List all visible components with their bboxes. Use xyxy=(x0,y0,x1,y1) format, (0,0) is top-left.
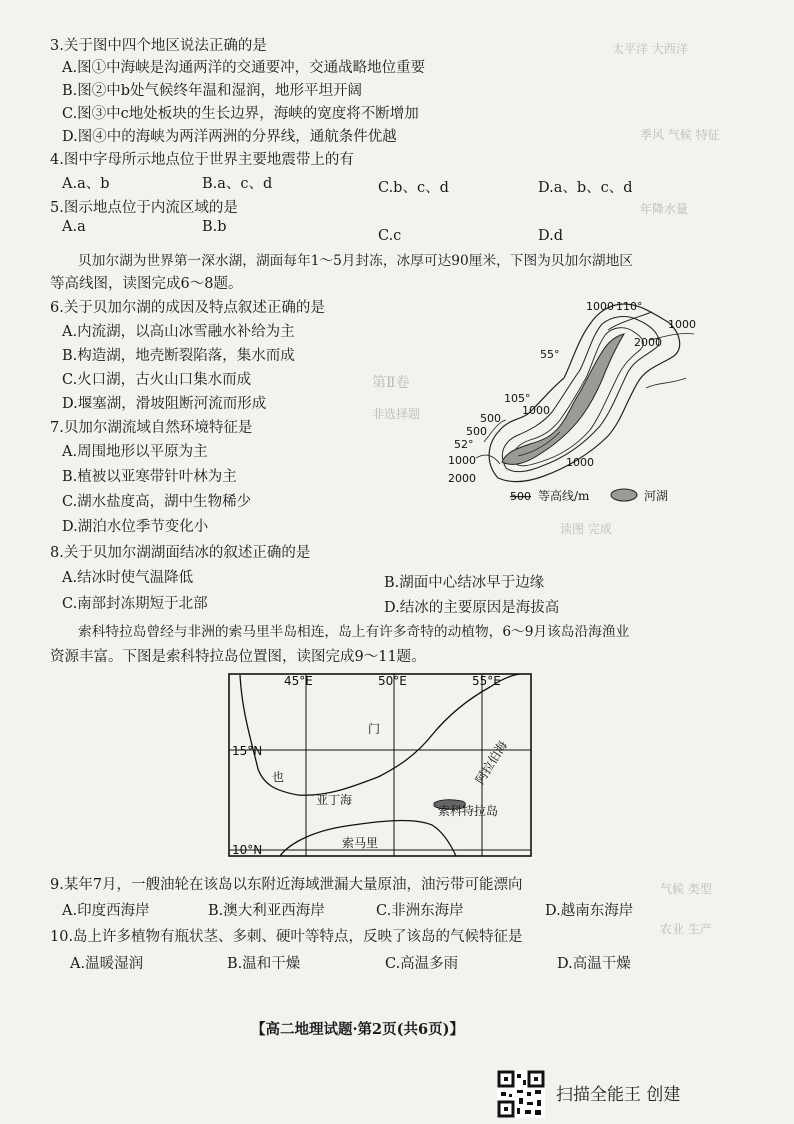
legend-label: 等高线/m xyxy=(538,489,590,503)
option-b: B.b xyxy=(202,219,227,235)
map-label: 2000 xyxy=(634,336,662,349)
option-d: D.结冰的主要原因是海拔高 xyxy=(384,600,560,616)
map-label: 500 xyxy=(466,425,487,438)
country-label-yemen: 也 xyxy=(272,770,285,784)
question-stem: 8.关于贝加尔湖湖面结冰的叙述正确的是 xyxy=(50,545,311,561)
river-line xyxy=(608,312,652,330)
map-label: 55° xyxy=(540,348,560,361)
qr-code-icon xyxy=(497,1070,545,1118)
option-a: A.内流湖，以高山冰雪融水补给为主 xyxy=(62,324,295,340)
option-b: B.植被以亚寒带针叶林为主 xyxy=(62,469,237,485)
bleed-text: 季风 气候 特征 xyxy=(640,128,720,142)
option-a: A.a、b xyxy=(62,176,110,192)
option-a: A.印度西海岸 xyxy=(62,903,150,919)
option-b: B.图②中b处气候终年温和湿润，地形平坦开阔 xyxy=(62,83,363,99)
option-c: C.南部封冻期短于北部 xyxy=(62,596,208,612)
bleed-text: 太平洋 大西洋 xyxy=(612,42,688,56)
contour-line xyxy=(476,455,500,464)
intro-line: 等高线图，读图完成6～8题。 xyxy=(50,276,243,292)
baikal-contour-map xyxy=(440,292,710,504)
question-stem: 3.关于图中四个地区说法正确的是 xyxy=(50,38,267,54)
question-stem: 4.图中字母所示地点位于世界主要地震带上的有 xyxy=(50,152,354,168)
map-label: 1000 xyxy=(522,404,550,417)
option-b: B.a、c、d xyxy=(202,176,273,192)
intro-line: 贝加尔湖为世界第一深水湖，湖面每年1～5月封冻，冰厚可达90厘米，下图为贝加尔湖地区 xyxy=(78,253,633,269)
option-b: B.澳大利亚西海岸 xyxy=(208,903,325,919)
option-a: A.a xyxy=(62,219,86,235)
question-stem: 5.图示地点位于内流区域的是 xyxy=(50,200,238,216)
lon-label-50e: 50°E xyxy=(378,674,407,688)
map-label: 500 xyxy=(480,412,501,425)
question-stem: 9.某年7月，一艘油轮在该岛以东附近海域泄漏大量原油，油污带可能漂向 xyxy=(50,877,523,893)
map-label: 1000 xyxy=(448,454,476,467)
bleed-text: 气候 类型 xyxy=(660,882,712,896)
map-label: 2000 xyxy=(448,472,476,485)
question-stem: 7.贝加尔湖流域自然环境特征是 xyxy=(50,420,253,436)
option-c: C.图③中c地处板块的生长边界，海峡的宽度将不断增加 xyxy=(62,106,419,122)
option-c: C.高温多雨 xyxy=(385,956,459,972)
option-d: D.图④中的海峡为两洋两洲的分界线，通航条件优越 xyxy=(62,129,397,145)
map-label: 1000 xyxy=(586,300,614,313)
option-d: D.越南东海岸 xyxy=(545,903,634,919)
option-c: C.b、c、d xyxy=(378,180,449,196)
page-footer: 【高二地理试题·第2页(共6页)】 xyxy=(251,1021,464,1038)
lat-label-10n: 10°N xyxy=(232,843,263,857)
option-c: C.火口湖，古火山口集水而成 xyxy=(62,372,252,388)
sea-label-aden: 亚丁海 xyxy=(316,793,353,807)
option-c: C.非洲东海岸 xyxy=(376,903,464,919)
lon-label-45e: 45°E xyxy=(284,674,313,688)
legend-lake-symbol xyxy=(611,489,637,501)
option-c: C.c xyxy=(378,228,402,244)
option-a: A.温暖湿润 xyxy=(70,956,144,972)
legend-label: 河湖 xyxy=(644,489,669,503)
country-label-somalia: 索马里 xyxy=(342,836,379,850)
country-label-yemen: 门 xyxy=(368,722,381,736)
island-label-socotra: 索科特拉岛 xyxy=(438,804,499,818)
question-stem: 6.关于贝加尔湖的成因及特点叙述正确的是 xyxy=(50,300,325,316)
bleed-text: 第Ⅱ卷 xyxy=(372,375,410,391)
option-a: A.图①中海峡是沟通两洋的交通要冲，交通战略地位重要 xyxy=(62,60,426,76)
legend-contour-symbol: 500 xyxy=(510,490,531,503)
scanner-watermark: 扫描全能王 创建 xyxy=(556,1085,681,1105)
option-a: A.周围地形以平原为主 xyxy=(62,444,208,460)
map-label: 1000 xyxy=(566,456,594,469)
option-b: B.温和干燥 xyxy=(227,956,301,972)
contour-line xyxy=(646,378,686,388)
lat-label-15n: 15°N xyxy=(232,744,263,758)
option-d: D.高温干燥 xyxy=(557,956,631,972)
map-label: 52° xyxy=(454,438,474,451)
option-d: D.湖泊水位季节变化小 xyxy=(62,519,209,535)
option-c: C.湖水盐度高，湖中生物稀少 xyxy=(62,494,252,510)
intro-line: 索科特拉岛曾经与非洲的索马里半岛相连，岛上有许多奇特的动植物，6～9月该岛沿海渔业 xyxy=(78,624,630,640)
map-label: 1000 xyxy=(668,318,696,331)
option-d: D.d xyxy=(538,228,563,244)
map-label: 105° xyxy=(504,392,531,405)
option-b: B.湖面中心结冰早于边缘 xyxy=(384,575,545,591)
option-b: B.构造湖，地壳断裂陷落，集水而成 xyxy=(62,348,295,364)
option-d: D.堰塞湖，滑坡阻断河流而形成 xyxy=(62,396,267,412)
bleed-text: 读图 完成 xyxy=(560,522,612,536)
socotra-location-map xyxy=(228,673,533,858)
question-stem: 10.岛上许多植物有瓶状茎、多刺、硬叶等特点，反映了该岛的气候特征是 xyxy=(50,929,523,945)
bleed-text: 农业 生产 xyxy=(660,922,712,936)
option-a: A.结冰时使气温降低 xyxy=(62,570,194,586)
bleed-text: 非选择题 xyxy=(372,407,421,421)
map-label: 110° xyxy=(616,300,643,313)
option-d: D.a、b、c、d xyxy=(538,180,633,196)
bleed-text: 年降水量 xyxy=(640,202,689,216)
intro-line: 资源丰富。下图是索科特拉岛位置图，读图完成9～11题。 xyxy=(50,649,426,665)
sea-label-arabian: 阿拉伯海 xyxy=(472,738,510,787)
lon-label-55e: 55°E xyxy=(472,674,501,688)
